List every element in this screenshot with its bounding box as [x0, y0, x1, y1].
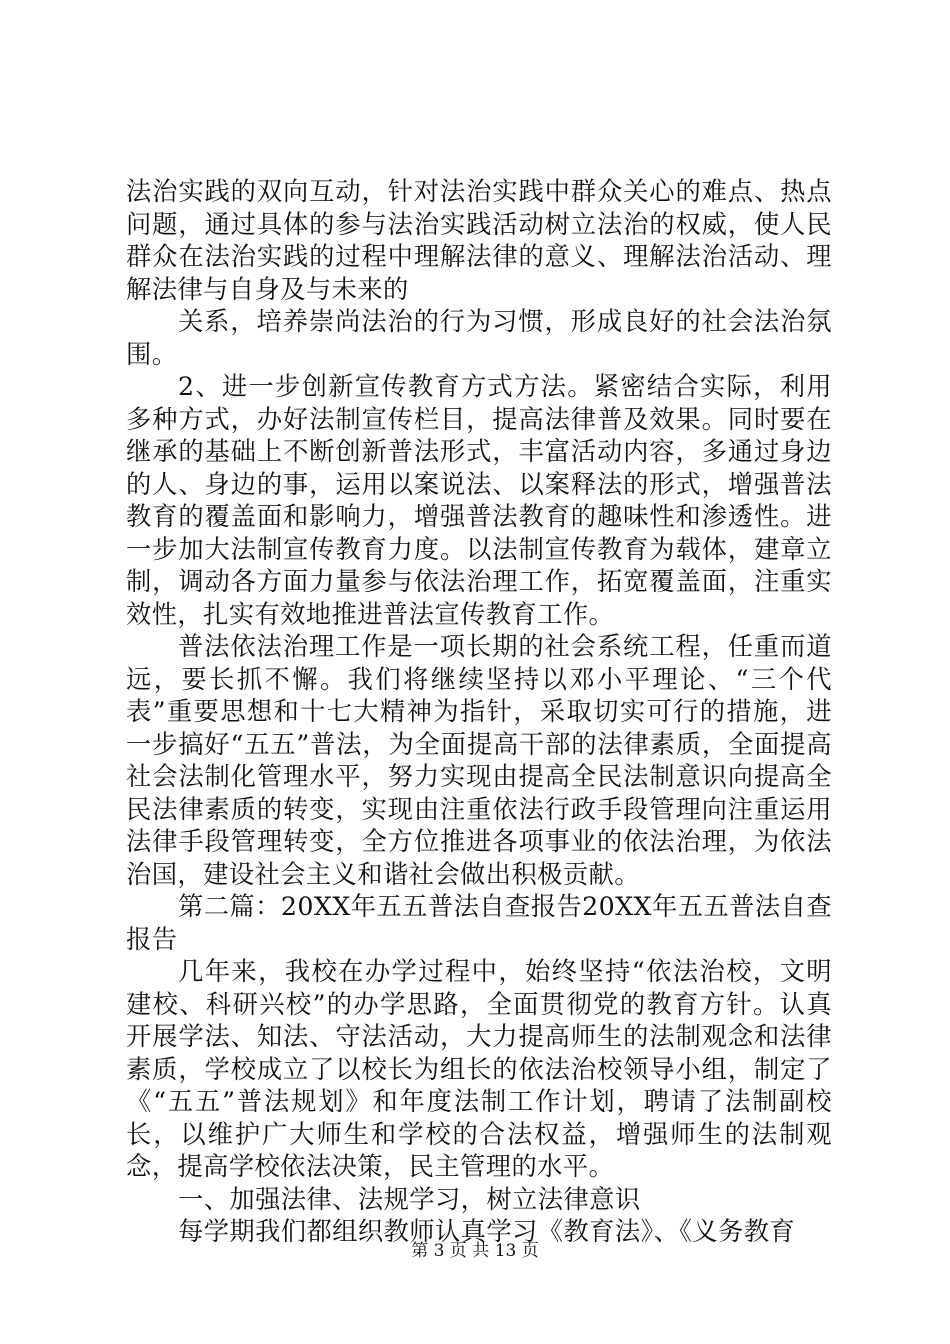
paragraph-3: 2、进一步创新宣传教育方式方法。紧密结合实际，利用多种方式，办好法制宣传栏目，提高法律普及效果。同时要在继承的基础上不断创新普法形式，丰富活动内容，多通过身边的人、身边的事，运用以案说法、以案释法的形式，增强普法教育的覆盖面和影响力，增强普法教育的趣味性和渗透性。进一步加大法制宣传教育力度。以法制宣传教育为载体，建章立制，调动各方面力量参与依法治理工作，拓宽覆盖面，注重实效性，扎实有效地推进普法宣传教育工作。: [126, 372, 832, 629]
subheading-one: 一、加强法律、法规学习，树立法律意识: [178, 1184, 641, 1214]
document-body: [126, 176, 832, 1249]
paragraph-5: 几年来，我校在办学过程中，始终坚持“依法治校，文明建校、科研兴校”的办学思路，全面贯彻党的教育方针。认真开展学法、知法、守法活动，大力提高师生的法制观念和法律素质，学校成立了以校长为组长的依法治校领导小组，制定了《“五五”普法规划》和年度法制工作计划，聘请了法制副校长，以维护广大师生和学校的合法权益，增强师生的法制观念，提高学校依法决策，民主管理的水平。: [126, 957, 832, 1181]
page-number-footer: 第 3 页 共 13 页: [411, 1241, 539, 1261]
paragraph-2: 关系，培养崇尚法治的行为习惯，形成良好的社会法治氛围。: [126, 307, 832, 369]
paragraph-1: 法治实践的双向互动，针对法治实践中群众关心的难点、热点问题，通过具体的参与法治实践活动树立法治的权威，使人民群众在法治实践的过程中理解法律的意义、理解法治活动、理解法律与自身及与未来的: [126, 177, 832, 304]
paragraph-6: 每学期我们都组织教师认真学习《教育法》、《义务教育: [178, 1217, 796, 1246]
section-heading-part-two: 第二篇：20XX年五五普法自查报告20XX年五五普法自查报告: [126, 892, 832, 954]
paragraph-4: 普法依法治理工作是一项长期的社会系统工程，任重而道远，要长抓不懈。我们将继续坚持以邓小平理论、“三个代表”重要思想和十七大精神为指针，采取切实可行的措施，进一步搞好“五五”普法，为全面提高干部的法律素质，全面提高社会法制化管理水平，努力实现由提高全民法制意识向提高全民法律素质的转变，实现由注重依法行政手段管理向注重运用法律手段管理转变，全方位推进各项事业的依法治理，为依法治国，建设社会主义和谐社会做出积极贡献。: [126, 632, 832, 889]
